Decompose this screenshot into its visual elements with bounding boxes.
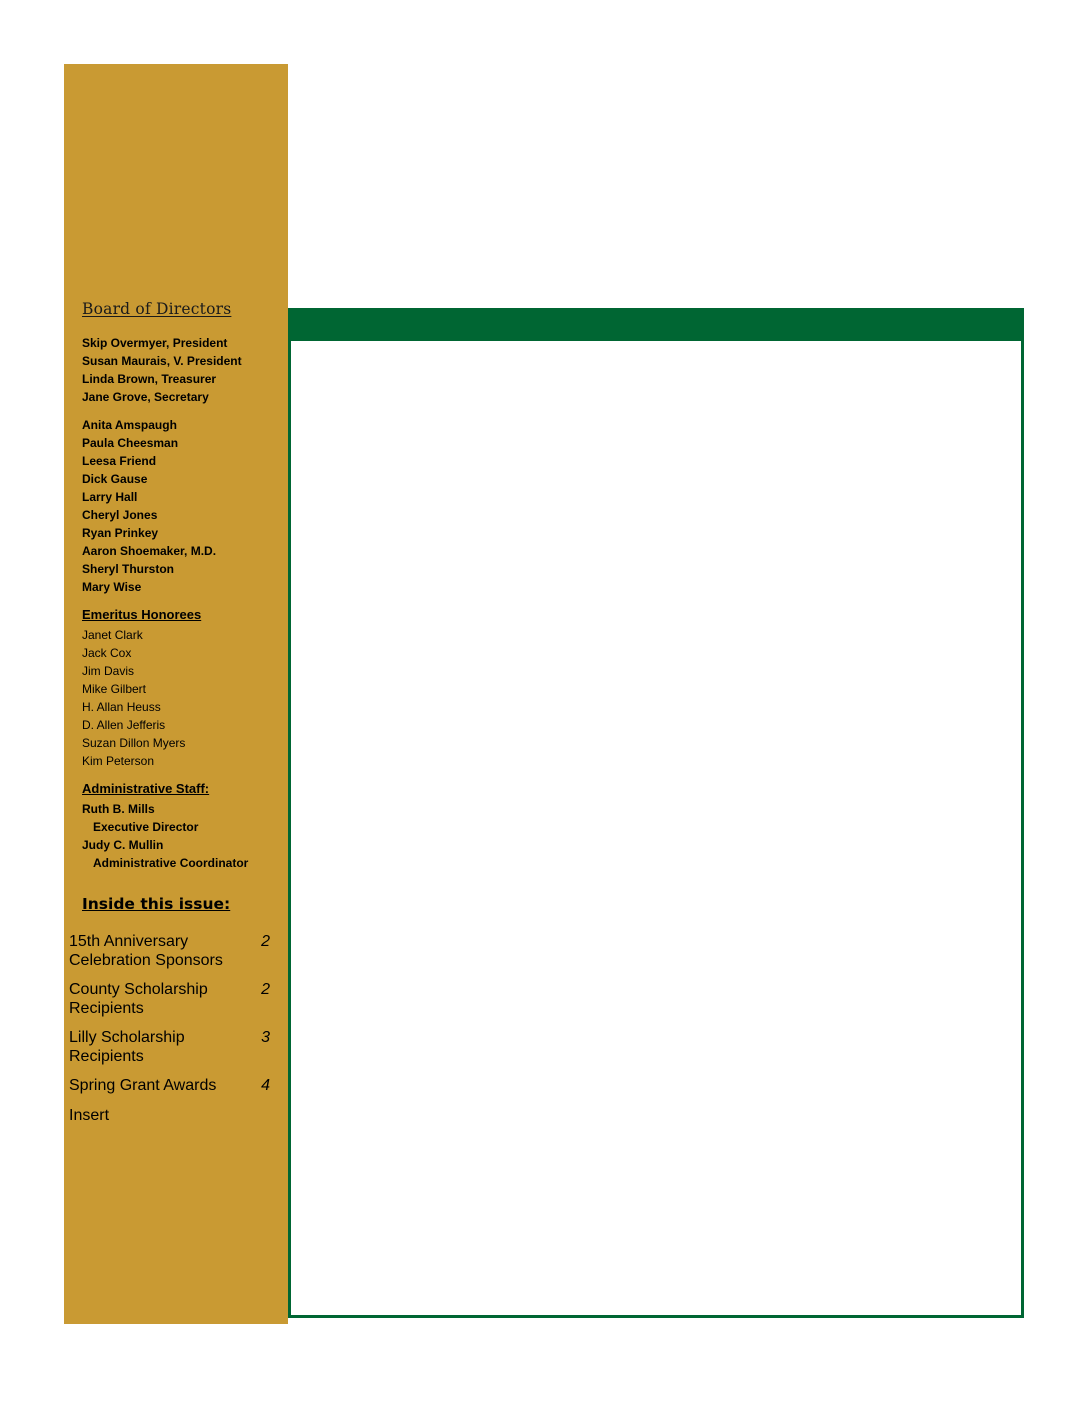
- toc-item-page: 3: [261, 1029, 270, 1046]
- toc-item-title: Insert: [69, 1106, 110, 1124]
- board-member-name: Cheryl Jones: [82, 508, 158, 522]
- staff-name: Judy C. Mullin: [82, 838, 164, 852]
- emeritus-name: Suzan Dillon Myers: [82, 736, 186, 750]
- toc-item: [69, 981, 274, 1018]
- board-of-directors-heading: Board of Directors: [82, 300, 232, 318]
- board-member-name: Leesa Friend: [82, 454, 157, 468]
- staff-list: [82, 800, 248, 872]
- toc-item: [69, 933, 274, 970]
- emeritus-list: [82, 626, 185, 770]
- emeritus-heading: Emeritus Honorees: [82, 607, 202, 622]
- toc-item-title: 15th Anniversary Celebration Sponsors: [69, 933, 223, 969]
- emeritus-name: Jim Davis: [82, 664, 135, 678]
- toc-item: [69, 1029, 274, 1066]
- toc-item-page: 2: [261, 933, 270, 950]
- emeritus-name: Kim Peterson: [82, 754, 155, 768]
- officer-name: Linda Brown, Treasurer: [82, 372, 217, 386]
- board-member-name: Aaron Shoemaker, M.D.: [82, 544, 217, 558]
- staff-name: Ruth B. Mills: [82, 802, 155, 816]
- board-member-name: Larry Hall: [82, 490, 138, 504]
- board-members-list: [82, 416, 216, 596]
- emeritus-name: D. Allen Jefferis: [82, 718, 166, 732]
- officer-name: Skip Overmyer, President: [82, 336, 228, 350]
- board-member-name: Anita Amspaugh: [82, 418, 177, 432]
- officer-name: Jane Grove, Secretary: [82, 390, 209, 404]
- board-member-name: Paula Cheesman: [82, 436, 179, 450]
- main-content-box: [288, 341, 1024, 1318]
- toc-item-title: County Scholarship Recipients: [69, 981, 208, 1017]
- header-green-bar: [288, 308, 1024, 341]
- toc-item-page: 4: [261, 1077, 270, 1094]
- emeritus-name: Jack Cox: [82, 646, 132, 660]
- toc-item-title: Lilly Scholarship Recipients: [69, 1029, 185, 1065]
- board-member-name: Ryan Prinkey: [82, 526, 159, 540]
- board-member-name: Mary Wise: [82, 580, 142, 594]
- board-member-name: Dick Gause: [82, 472, 148, 486]
- table-of-contents: [69, 933, 274, 1136]
- toc-item: [69, 1107, 274, 1126]
- emeritus-name: Mike Gilbert: [82, 682, 147, 696]
- emeritus-name: H. Allan Heuss: [82, 700, 161, 714]
- toc-item: [69, 1077, 274, 1096]
- staff-role: Executive Director: [93, 820, 199, 834]
- toc-item-title: Spring Grant Awards: [69, 1077, 217, 1094]
- staff-role: Administrative Coordinator: [93, 856, 249, 870]
- board-member-name: Sheryl Thurston: [82, 562, 175, 576]
- toc-item-page: 2: [261, 981, 270, 998]
- administrative-staff-heading: Administrative Staff:: [82, 781, 210, 796]
- officer-name: Susan Maurais, V. President: [82, 354, 242, 368]
- inside-this-issue-heading: Inside this issue:: [82, 895, 231, 913]
- emeritus-name: Janet Clark: [82, 628, 143, 642]
- officers-list: [82, 334, 242, 406]
